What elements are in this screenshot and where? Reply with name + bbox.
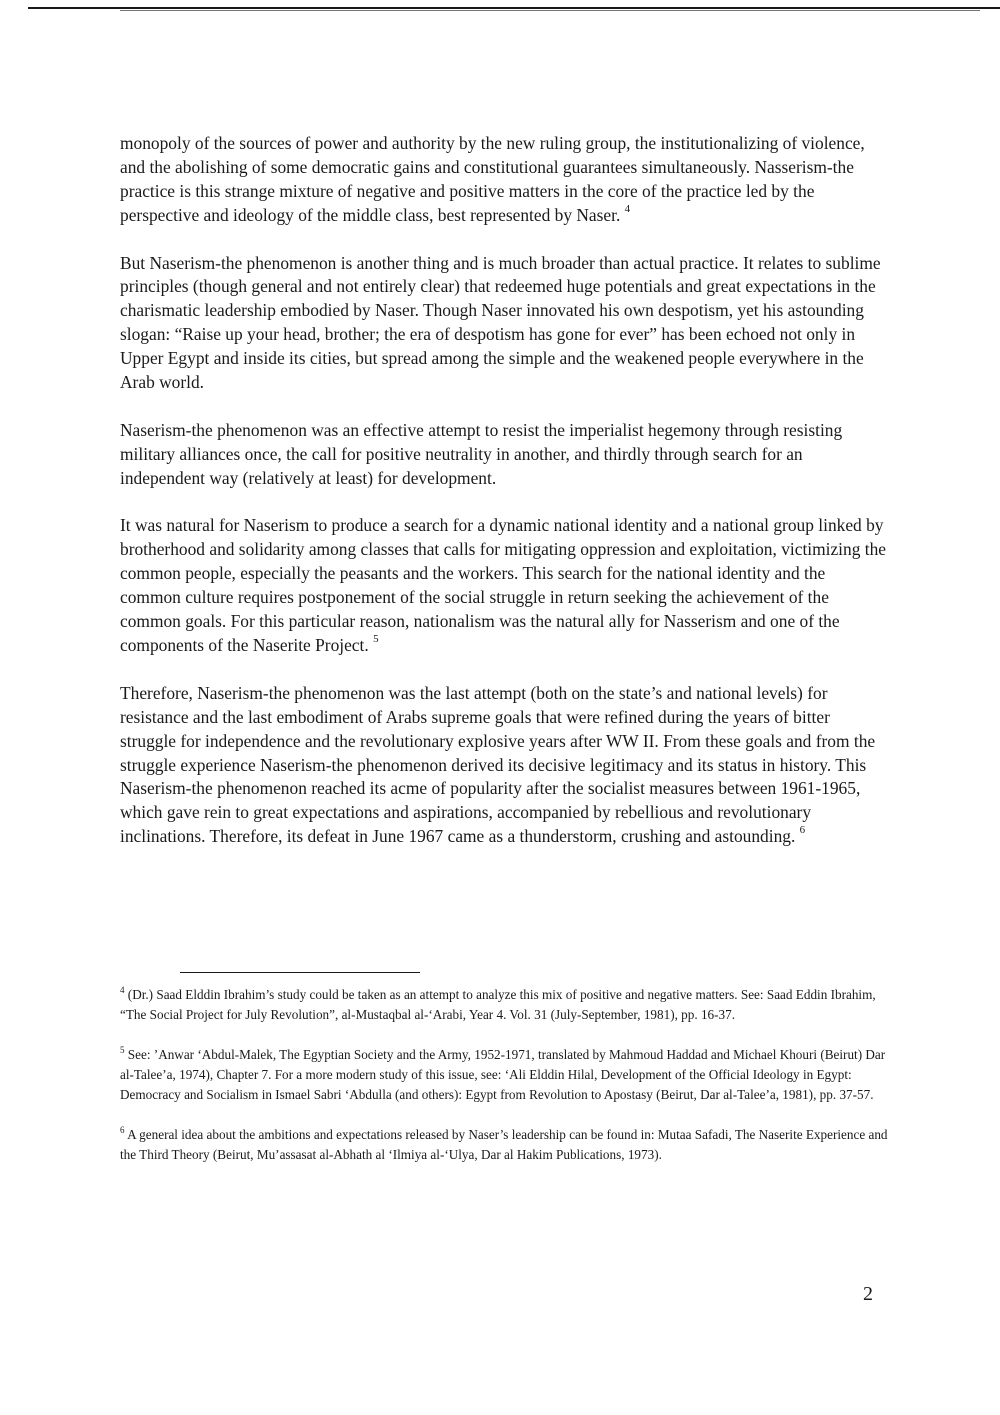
paragraph: Therefore, Naserism-the phenomenon was the last attempt (both on the state’s and national levels) for resistance and the last embodiment of Arabs supreme goals that were refined during the years of bitter struggle for independence and the revolutionary explosive years after WW II. From these goals and from the struggle experience Naserism-the phenomenon derived its decisive legitimacy and its status in history. This Naserism-the phenomenon reached its acme of popularity after the socialist measures between 1961-1965, which gave rein to great expectations and aspirations, accompanied by rebellious and revolutionary inclinations. Therefore, its defeat in June 1967 came as a thunderstorm, crushing and astounding. $^6$: [120, 682, 876, 847]
footnotes: [120, 985, 890, 1185]
footnote-reference: 6: [799, 824, 806, 837]
page-number: 2: [863, 1283, 873, 1305]
footnote-reference: 5: [373, 632, 379, 645]
footnote-separator: [180, 972, 420, 973]
footnote-mark: 5: [120, 1045, 125, 1055]
header-rule: [28, 7, 1000, 9]
paragraph: Naserism-the phenomenon was an effective attempt to resist the imperialist hegemony through resisting military alliances once, the call for positive neutrality in another, and thirdly through search for an independent way (relatively at least) for development.: [120, 419, 843, 488]
footnote-mark: 4: [120, 985, 125, 995]
footnote: $^6$ A general idea about the ambitions and expectations released by Naser’s leadership can be found in: Mutaa Safadi, The Naserite Experience and the Third Theory (Beirut, Mu’assasat al-Abhath al ‘Ilmiya al-‘Ulya, Dar al Hakim Publications, 1973).: [120, 1125, 888, 1162]
footnote: $^4$ (Dr.) Saad Elddin Ibrahim’s study could be taken as an attempt to analyze this mix of positive and negative matters. See: Saad Eddin Ibrahim, “The Social Project for July Revolution”, al-Mustaqbal al-‘Arabi, Year 4. Vol. 31 (July-September, 1981), pp. 16-37.: [120, 985, 876, 1022]
header-rule-shadow: [120, 10, 980, 11]
footnote-reference: 4: [624, 202, 631, 215]
paragraph: monopoly of the sources of power and authority by the new ruling group, the institutionalizing of violence, and the abolishing of some democratic gains and constitutional guarantees simultaneously. Nasserism-the practice is this strange mixture of negative and positive matters in the core of the practice led by the perspective and ideology of the middle class, best represented by Naser. $^4$: [120, 133, 865, 225]
footnote: $^5$ See: ’Anwar ‘Abdul-Malek, The Egyptian Society and the Army, 1952-1971, translated by Mahmoud Haddad and Michael Khouri (Beirut) Dar al-Talee’a, 1974), Chapter 7. For a more modern study of this issue, see: ‘Ali Elddin Hilal, Development of the Official Ideology in Egypt: Democracy and Socialism in Ismael Sabri ‘Abdulla (and others): Egypt from Revolution to Apostasy (Beirut, Dar al-Talee’a, 1981), pp. 37-57.: [120, 1045, 886, 1102]
footnote-mark: 6: [120, 1125, 125, 1135]
body-text: [120, 132, 890, 873]
paragraph: It was natural for Naserism to produce a search for a dynamic national identity and a national group linked by brotherhood and solidarity among classes that calls for mitigating oppression and exploitation, victimizing the common people, especially the peasants and the workers. This search for the national identity and the common culture requires postponement of the social struggle in return seeking the achievement of the common goals. For this particular reason, nationalism was the natural ally for Nasserism and one of the components of the Naserite Project. $^5$: [120, 515, 886, 655]
paragraph: But Naserism-the phenomenon is another thing and is much broader than actual practice. It relates to sublime principles (though general and not entirely clear) that redeemed huge potentials and great expectations in the charismatic leadership embodied by Naser. Though Naser innovated his own despotism, yet his astounding slogan: “Raise up your head, brother; the era of despotism has gone for ever” has been echoed not only in Upper Egypt and inside its cities, but spread among the simple and the weakened people everywhere in the Arab world.: [120, 252, 881, 393]
